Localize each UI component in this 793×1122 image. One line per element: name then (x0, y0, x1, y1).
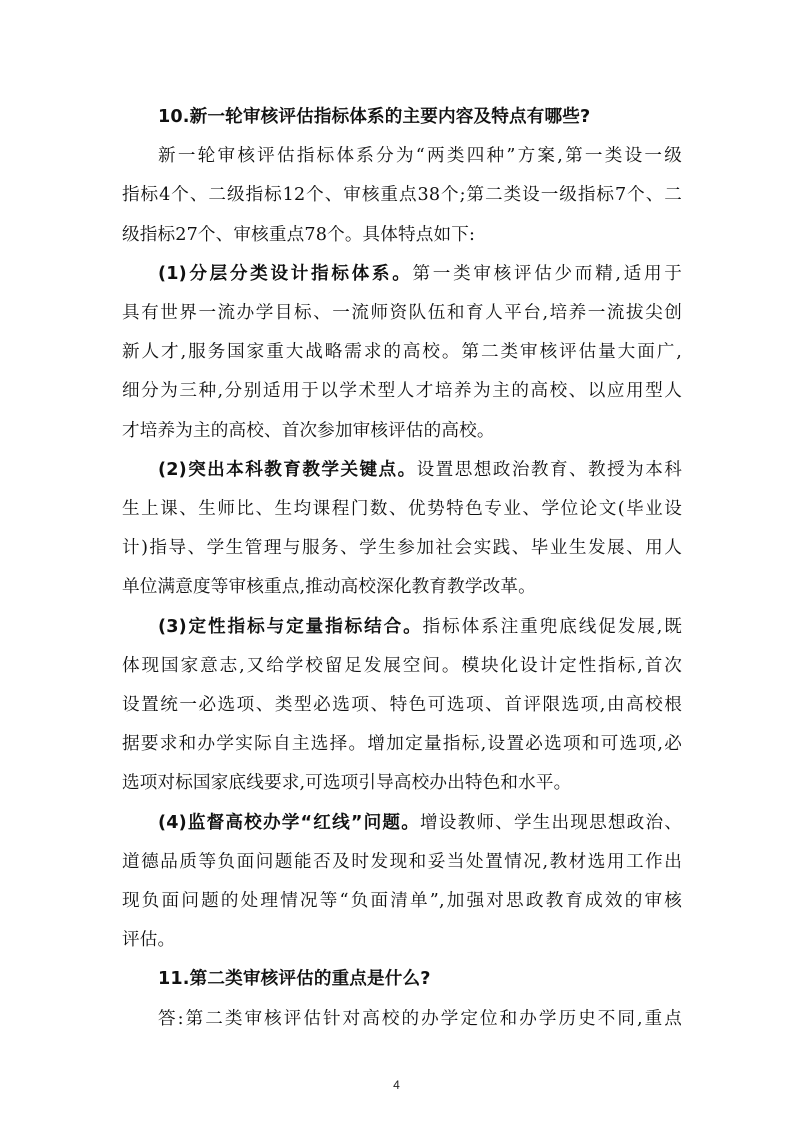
item-1-line: 细分为三种,分别适用于以学术型人才培养为主的高校、以应用型人 (122, 381, 682, 402)
item-3-line: 设置统一必选项、类型必选项、特色可选项、首评限选项,由高校根 (122, 695, 682, 715)
q10-intro-line-2: 指标4个、二级指标12个、审核重点38个;第二类设一级指标7个、二 (122, 185, 682, 206)
item-1-label: (1)分层分类设计指标体系。 (158, 263, 413, 284)
item-4-first-line (158, 810, 682, 836)
item-2-line: 生上课、生师比、生均课程门数、优势特色专业、学位论文(毕业设 (122, 499, 682, 519)
item-3-label: (3)定性指标与定量指标结合。 (158, 616, 423, 637)
item-3-line: 选项对标国家底线要求,可选项引导高校办出特色和水平。 (122, 773, 572, 794)
item-2-line: 计)指导、学生管理与服务、学生参加社会实践、毕业生发展、用人 (122, 538, 682, 559)
item-2-line: 单位满意度等审核重点,推动高校深化教育教学改革。 (122, 577, 536, 598)
item-1-line: 新人才,服务国家重大战略需求的高校。第二类审核评估量大面广, (122, 342, 682, 363)
question-10-heading: 10.新一轮审核评估指标体系的主要内容及特点有哪些? (158, 107, 591, 127)
item-1-first-rest: 第一类审核评估少而精,适用于 (412, 263, 682, 284)
item-2-label: (2)突出本科教育教学关键点。 (158, 459, 417, 480)
item-4-line: 道德品质等负面问题能否及时发现和妥当处置情况,教材选用工作出 (122, 851, 682, 872)
q10-intro-line-1: 新一轮审核评估指标体系分为“两类四种”方案,第一类设一级 (158, 146, 682, 167)
item-4-line: 评估。 (122, 930, 176, 951)
item-1-line: 具有世界一流办学目标、一流师资队伍和育人平台,培养一流拔尖创 (122, 303, 682, 323)
item-3-line: 体现国家意志,又给学校留足发展空间。模块化设计定性指标,首次 (122, 655, 682, 676)
item-2-first-rest: 设置思想政治教育、教授为本科 (416, 459, 682, 480)
q10-intro-line-3: 级指标27个、审核重点78个。具体特点如下: (122, 224, 476, 245)
item-3-line: 据要求和办学实际自主选择。增加定量指标,设置必选项和可选项,必 (122, 734, 682, 755)
item-3-first-rest: 指标体系注重兜底线促发展,既 (422, 616, 682, 637)
item-1-first-line (158, 261, 682, 287)
page-number: 4 (393, 1078, 400, 1092)
item-4-first-rest: 增设教师、学生出现思想政治、 (420, 812, 682, 833)
item-1-line: 才培养为主的高校、首次参加审核评估的高校。 (122, 420, 495, 441)
item-3-first-line (158, 614, 682, 640)
question-11-heading: 11.第二类审核评估的重点是什么? (158, 969, 431, 990)
q11-answer-line-1: 答:第二类审核评估针对高校的办学定位和办学历史不同,重点 (158, 1008, 682, 1029)
item-4-label: (4)监督高校办学“红线”问题。 (158, 812, 420, 833)
item-2-first-line (158, 457, 682, 483)
item-4-line: 现负面问题的处理情况等“负面清单”,加强对思政教育成效的审核 (122, 891, 682, 911)
